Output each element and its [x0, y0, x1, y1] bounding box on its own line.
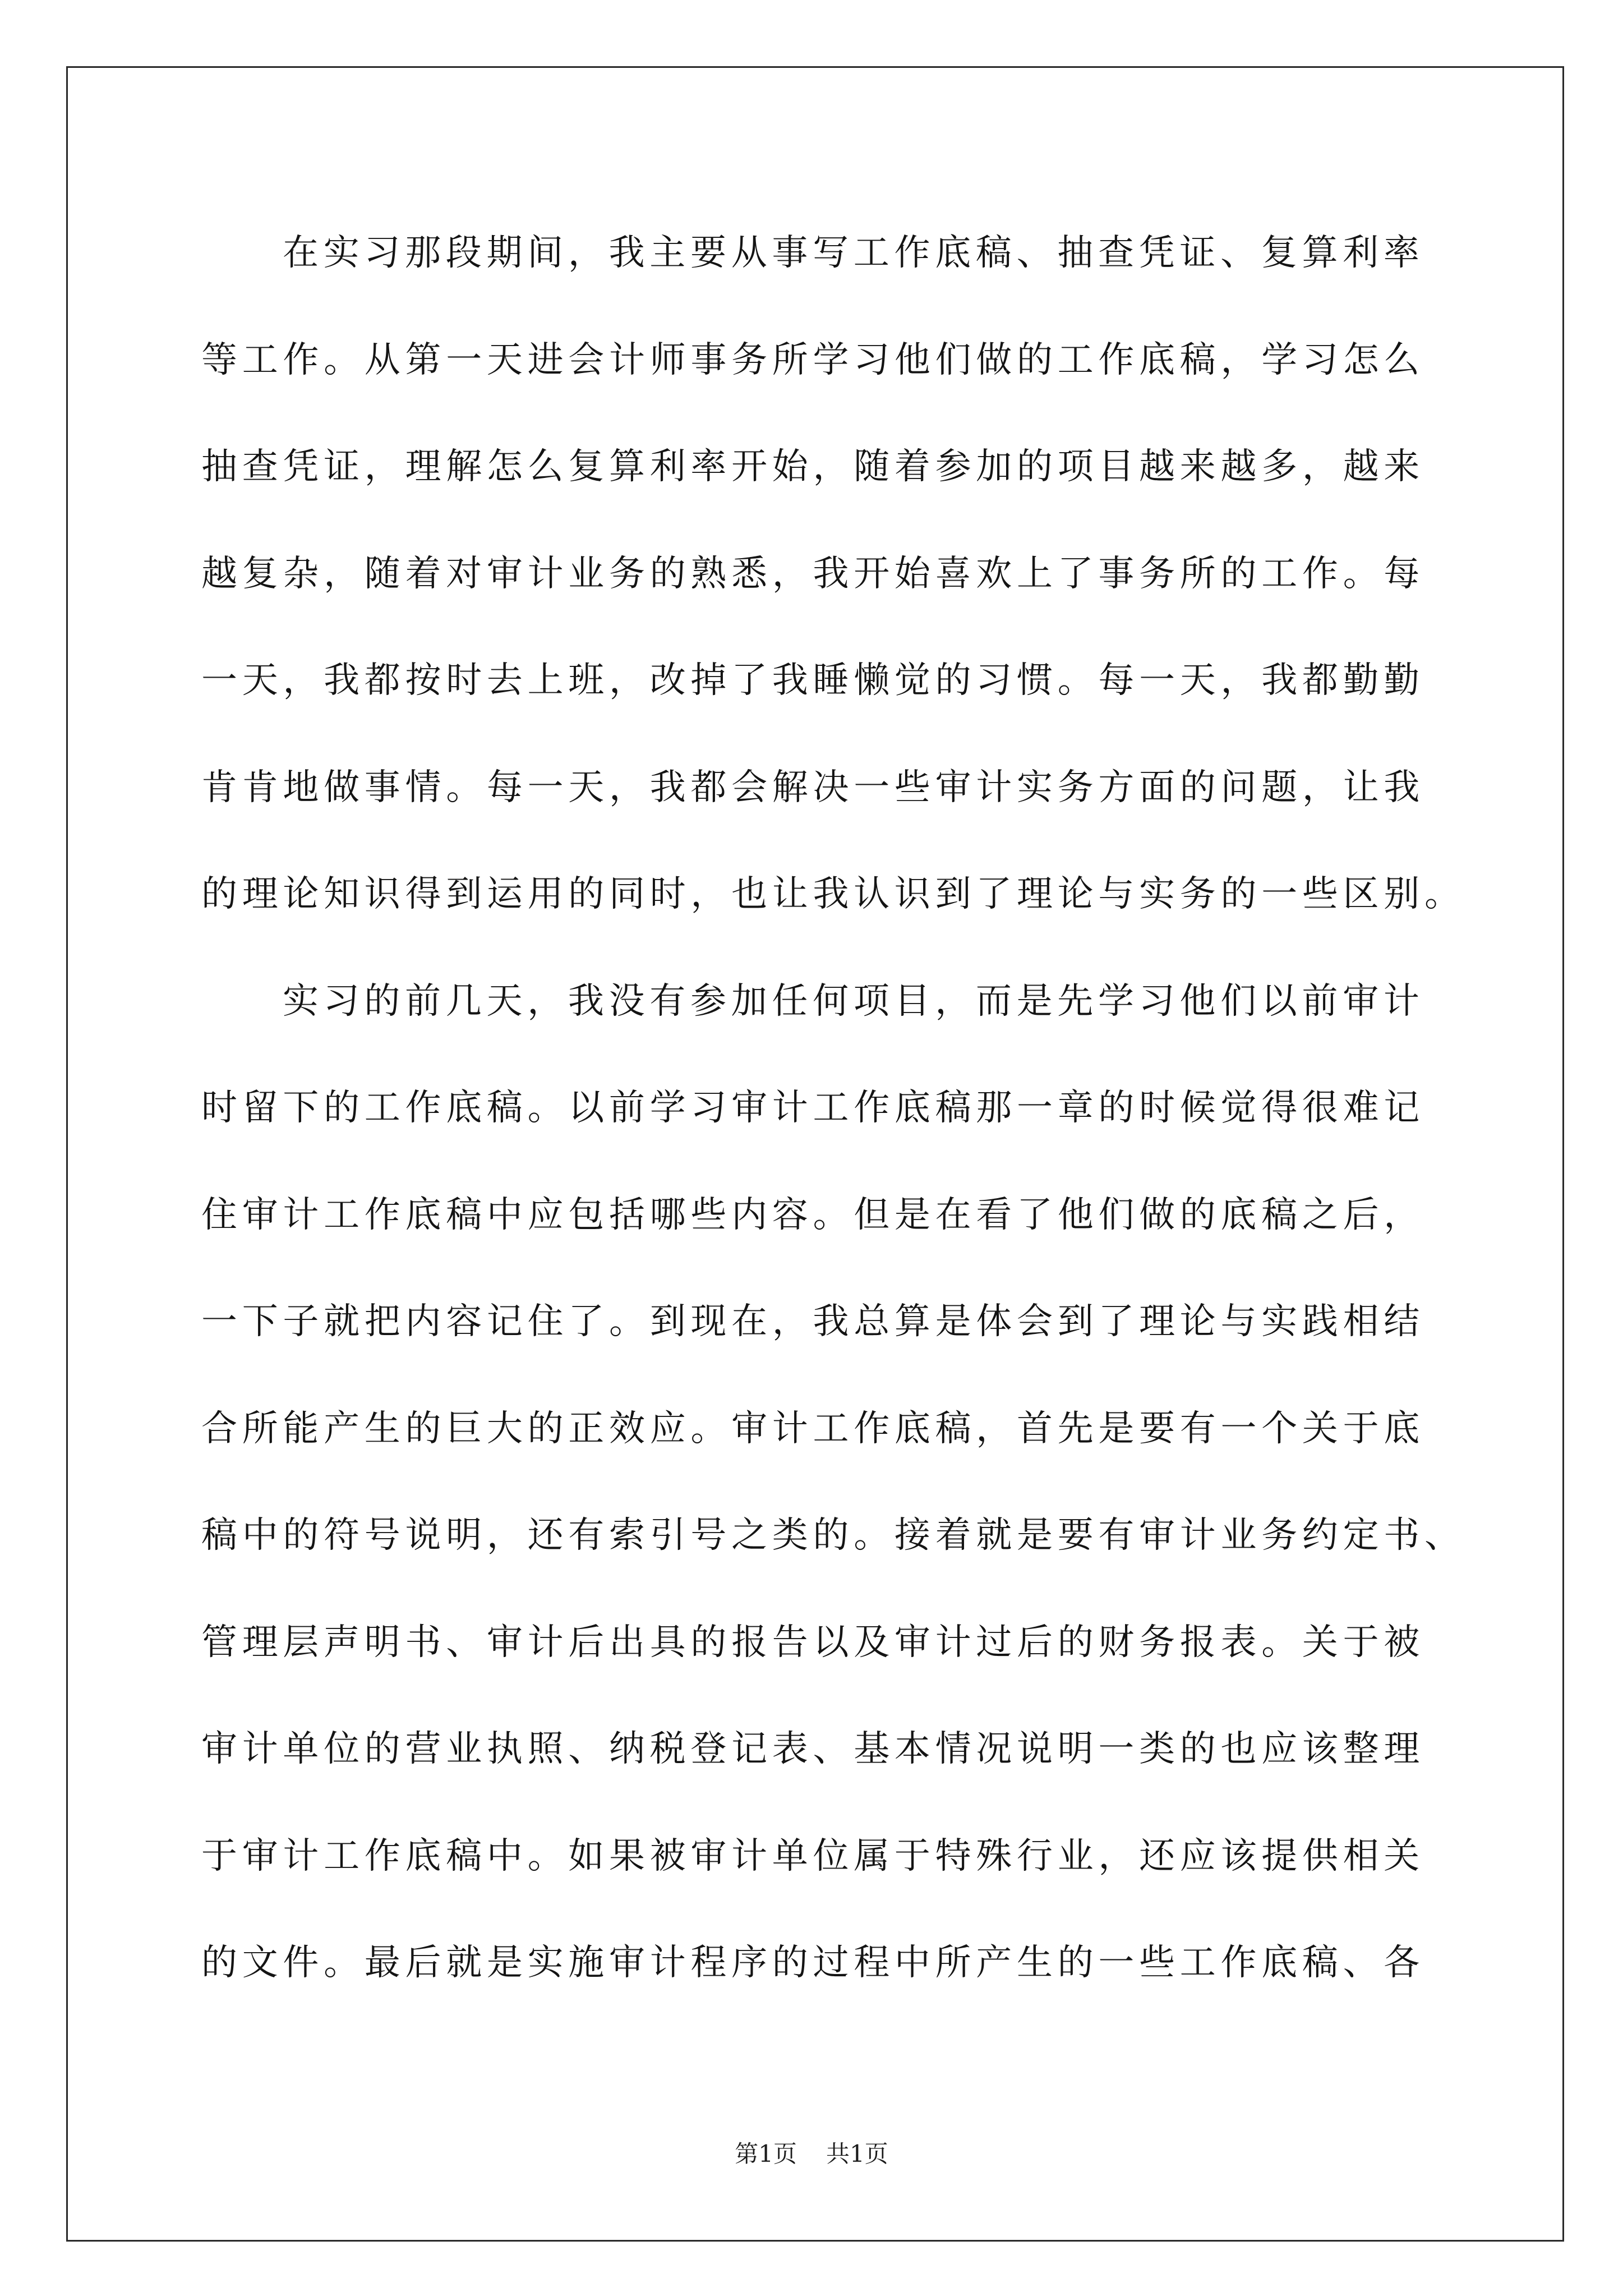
text-line: 住审计工作底稿中应包括哪些内容。但是在看了他们做的底稿之后，: [201, 1194, 1424, 1236]
paragraph-2: [201, 948, 1502, 2017]
text-line: 肯肯地做事情。每一天，我都会解决一些审计实务方面的问题，让我: [201, 766, 1424, 808]
text-line: 的文件。最后就是实施审计程序的过程中所产生的一些工作底稿、各: [201, 1942, 1424, 1984]
text-line: 抽查凭证，理解怎么复算利率开始，随着参加的项目越来越多，越来: [201, 446, 1424, 487]
text-line: 审计单位的营业执照、纳税登记表、基本情况说明一类的也应该整理: [201, 1728, 1424, 1770]
text-line: 越复杂，随着对审计业务的熟悉，我开始喜欢上了事务所的工作。每: [201, 553, 1424, 595]
text-line: 在实习那段期间，我主要从事写工作底稿、抽查凭证、复算利率: [283, 232, 1424, 274]
text-line: 实习的前几天，我没有参加任何项目，而是先学习他们以前审计: [283, 980, 1424, 1022]
text-line: 于审计工作底稿中。如果被审计单位属于特殊行业，还应该提供相关: [201, 1835, 1424, 1877]
text-line: 的理论知识得到运用的同时，也让我认识到了理论与实务的一些区别。: [201, 873, 1465, 915]
text-line: 合所能产生的巨大的正效应。审计工作底稿，首先是要有一个关于底: [201, 1407, 1424, 1450]
paragraph-1: [201, 200, 1502, 948]
text-line: 管理层声明书、审计后出具的报告以及审计过后的财务报表。关于被: [201, 1621, 1424, 1663]
text-line: 一下子就把内容记住了。到现在，我总算是体会到了理论与实践相结: [201, 1301, 1424, 1342]
page-total: 共1页: [826, 2140, 888, 2168]
page-number: 第1页: [735, 2140, 797, 2168]
text-line: 一天，我都按时去上班，改掉了我睡懒觉的习惯。每一天，我都勤勤: [201, 660, 1424, 701]
document-body: [201, 200, 1502, 2017]
text-line: 时留下的工作底稿。以前学习审计工作底稿那一章的时候觉得很难记: [201, 1087, 1424, 1129]
text-line: 等工作。从第一天进会计师事务所学习他们做的工作底稿，学习怎么: [201, 339, 1424, 381]
text-line: 稿中的符号说明，还有索引号之类的。接着就是要有审计业务约定书、: [201, 1515, 1465, 1556]
page-footer: [0, 2138, 1623, 2170]
